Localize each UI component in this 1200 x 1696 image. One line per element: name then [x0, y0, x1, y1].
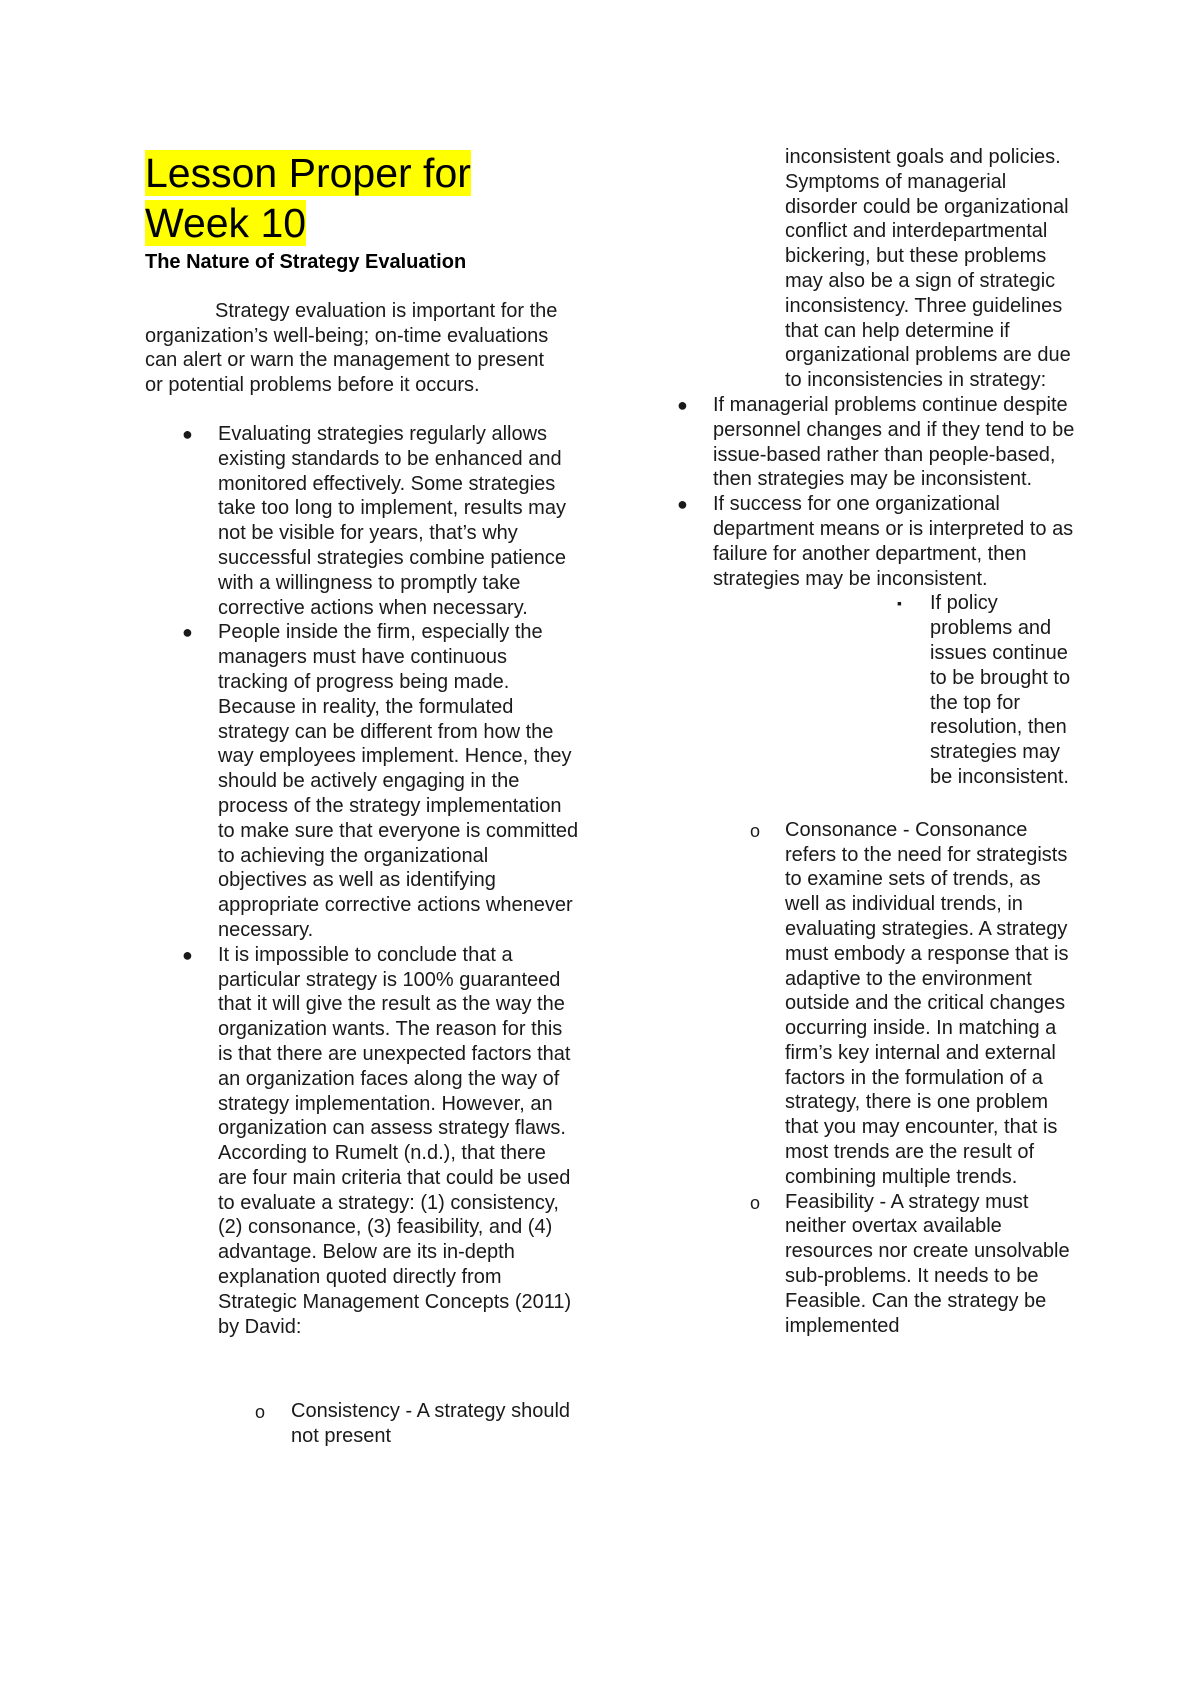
bullet-icon: ● [182, 944, 193, 965]
bullet-list [145, 422, 580, 1339]
bullet-text: People inside the firm, especially the managers must have continuous tracking of progress being made. Because in reality, the formulated strategy can be different from how the way employees implement. Hence, they should be actively engaging in the process of the strategy implementation to make sure that everyone is committed to achieving the organizational objectives as well as identifying appropriate corrective actions whenever necessary. [218, 621, 579, 941]
list-item [145, 1399, 580, 1449]
list-item [645, 591, 1075, 789]
guideline-sub-text: If policy problems and issues continue to be brought to the top for resolution, then strategies may be inconsistent. [930, 592, 1071, 788]
bullet-icon: ● [677, 394, 688, 415]
list-item [645, 818, 1075, 1190]
section-subtitle: The Nature of Strategy Evaluation [145, 251, 467, 273]
circle-bullet-icon: o [750, 1192, 761, 1213]
consistency-continuation: inconsistent goals and policies. Symptoms of managerial disorder could be organizational conflict and interdepartmental bickering, but these problems may also be a sign of strategic inconsistency. Three guidelines that can help determine if organizational problems are due to inconsistencies in strategy: [785, 146, 1071, 392]
criteria-list [145, 1399, 580, 1449]
bullet-text: It is impossible to conclude that a particular strategy is 100% guaranteed that it will give the result as the way the organization wants. The reason for this is that there are unexpected factors that an organization faces along the way of strategy implementation. However, an organization can assess strategy flaws. According to Rumelt (n.d.), that there are four main criteria that could be used to evaluate a strategy: (1) consistency, (2) consonance, (3) feasibility, and (4) advantage. Below are its in-depth explanation quoted directly from Strategic Management Concepts (2011) by David: [218, 943, 572, 1338]
list-item [645, 1190, 1075, 1339]
list-item [145, 943, 580, 1340]
feasibility-text: Feasibility - A strategy must neither overtax available resources nor create unsolvable sub-problems. It needs to be Feasible. Can the strategy be implemented [785, 1190, 1070, 1337]
circle-bullet-icon: o [750, 820, 761, 841]
list-item [145, 620, 580, 942]
guideline-sub-list [645, 591, 1075, 789]
list-item [145, 422, 580, 620]
page-title [145, 148, 580, 248]
square-bullet-icon: ▪ [897, 595, 902, 612]
title-line-2: Week 10 [145, 200, 307, 246]
consistency-text: Consistency - A strategy should not present [291, 1400, 571, 1448]
intro-paragraph: Strategy evaluation is important for the organization’s well-being; on-time evaluations can alert or warn the management to present or potential problems before it occurs. [145, 299, 558, 397]
guideline-text: If success for one organizational department means or is interpreted to as failure for another department, then strategies may be inconsistent. [713, 493, 1074, 590]
bullet-icon: ● [182, 423, 193, 444]
bullet-icon: ● [182, 622, 193, 643]
right-column [645, 145, 1075, 1338]
guideline-list [645, 393, 1075, 591]
bullet-text: Evaluating strategies regularly allows existing standards to be enhanced and monitored effectively. Some strategies take too long to implement, results may not be visible for years, that’s why successful strategies combine patience with a willingness to promptly take corrective actions when necessary. [218, 422, 566, 619]
guideline-text: If managerial problems continue despite personnel changes and if they tend to be issue-based rather than people-based, then strategies may be inconsistent. [713, 393, 1075, 491]
criteria-list-continued [645, 818, 1075, 1339]
consonance-text: Consonance - Consonance refers to the need for strategists to examine sets of trends, as well as individual trends, in evaluating strategies. A strategy must embody a response that is adaptive to the environment outside and the critical changes occurring inside. In matching a firm’s key internal and external factors in the formulation of a strategy, there is one problem that you may encounter, that is most trends are the result of combining multiple trends. [785, 818, 1069, 1188]
list-item [645, 393, 1075, 492]
list-item [645, 492, 1075, 591]
left-column [145, 148, 580, 1449]
bullet-icon: ● [677, 494, 688, 515]
title-line-1: Lesson Proper for [145, 150, 471, 196]
circle-bullet-icon: o [255, 1402, 266, 1423]
